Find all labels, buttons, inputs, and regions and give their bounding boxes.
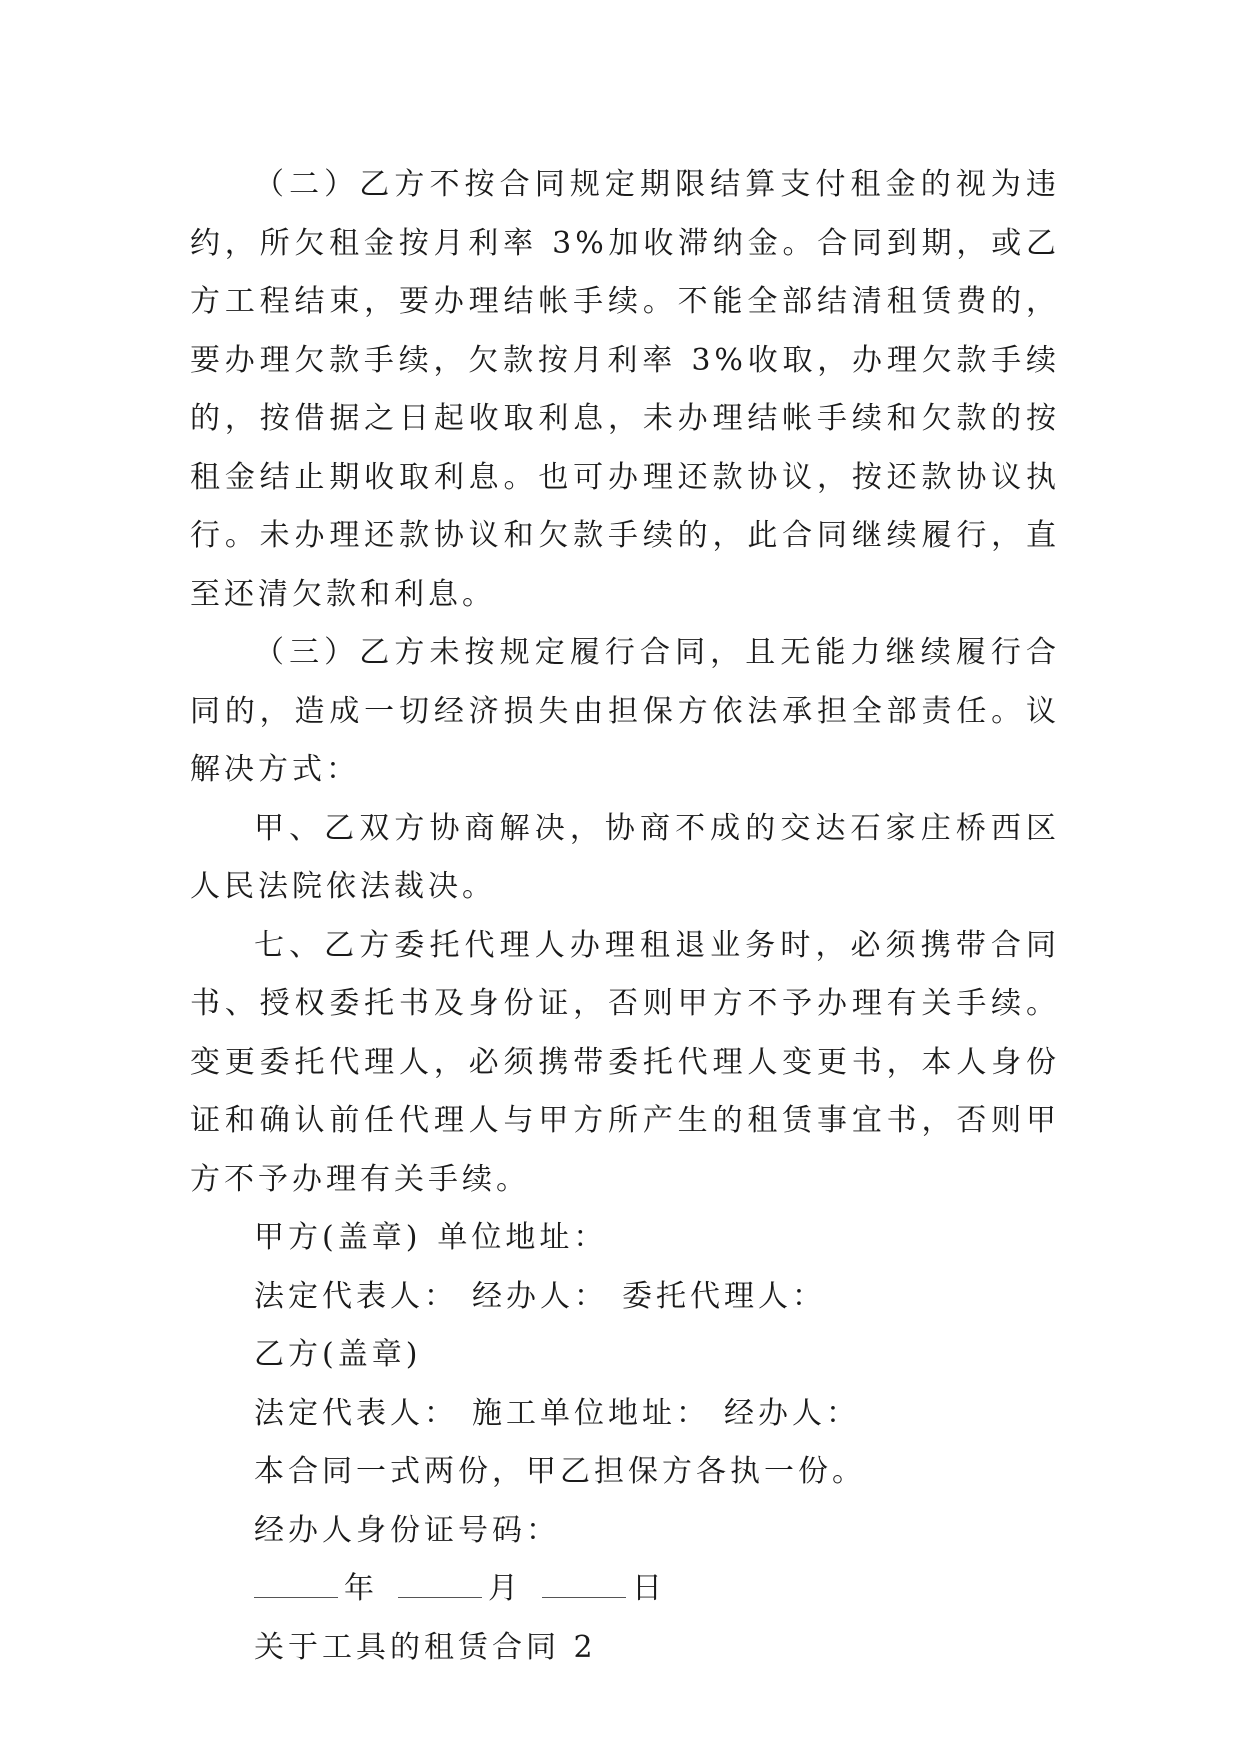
party-a-handler-label: 经办人： [472,1278,608,1314]
date-line [190,1560,1060,1619]
day-label: 日 [632,1571,666,1606]
party-a-line [190,1209,1060,1268]
dispute-resolution-paragraph: 甲、乙双方协商解决，协商不成的交达石家庄桥西区人民法院依法裁决。 [190,810,1060,904]
party-a-address-label: 单位地址： [437,1220,608,1255]
party-b-site-address-label: 施工单位地址： [472,1395,710,1431]
clause-3-paragraph: （三）乙方未按规定履行合同，且无能力继续履行合同的，造成一切经济损失由担保方依法承担全部责任。议解决方式： [190,635,1060,787]
party-b-line [190,1326,1060,1385]
clause-2-paragraph: （二）乙方不按合同规定期限结算支付租金的视为违约，所欠租金按月利率 3%加收滞纳金。合同到期，或乙方工程结束，要办理结帐手续。不能全部结清租赁费的，要办理欠款手续，欠款按月利率 3%收取，办理欠款手续的，按借据之日起收取利息，未办理结帐手续和欠款的按租金结止期收取利息。也可办理还款协议，按还款协议执行。未办理还款协议和欠款手续的，此合同继续履行，直至还清欠款和利息。 [190,167,1060,612]
party-a-legal-rep-label: 法定代表人： [254,1278,458,1314]
day-blank [542,1561,626,1598]
month-label: 月 [488,1571,522,1606]
party-b-handler-label: 经办人： [724,1395,860,1431]
copies-note: 本合同一式两份，甲乙担保方各执一份。 [254,1454,866,1489]
party-b-legal-rep-label: 法定代表人： [254,1395,458,1431]
party-b-seal-label: 乙方(盖章) [254,1337,422,1372]
next-contract-title: 关于工具的租赁合同 2 [254,1629,597,1665]
party-a-seal-label: 甲方(盖章) [254,1220,422,1255]
month-blank [398,1561,482,1598]
clause-7-paragraph: 七、乙方委托代理人办理租退业务时，必须携带合同书、授权委托书及身份证，否则甲方不予办理有关手续。变更委托代理人，必须携带委托代理人变更书，本人身份证和确认前任代理人与甲方所产生的租赁事宜书，否则甲方不予办理有关手续。 [190,927,1060,1197]
id-number-label: 经办人身份证号码： [254,1512,560,1548]
party-b-signers-line [190,1385,1060,1444]
document-body [190,156,1060,1677]
year-label: 年 [344,1571,378,1606]
party-a-signers-line [190,1268,1060,1327]
year-blank [254,1561,338,1598]
party-a-agent-label: 委托代理人： [622,1278,826,1314]
